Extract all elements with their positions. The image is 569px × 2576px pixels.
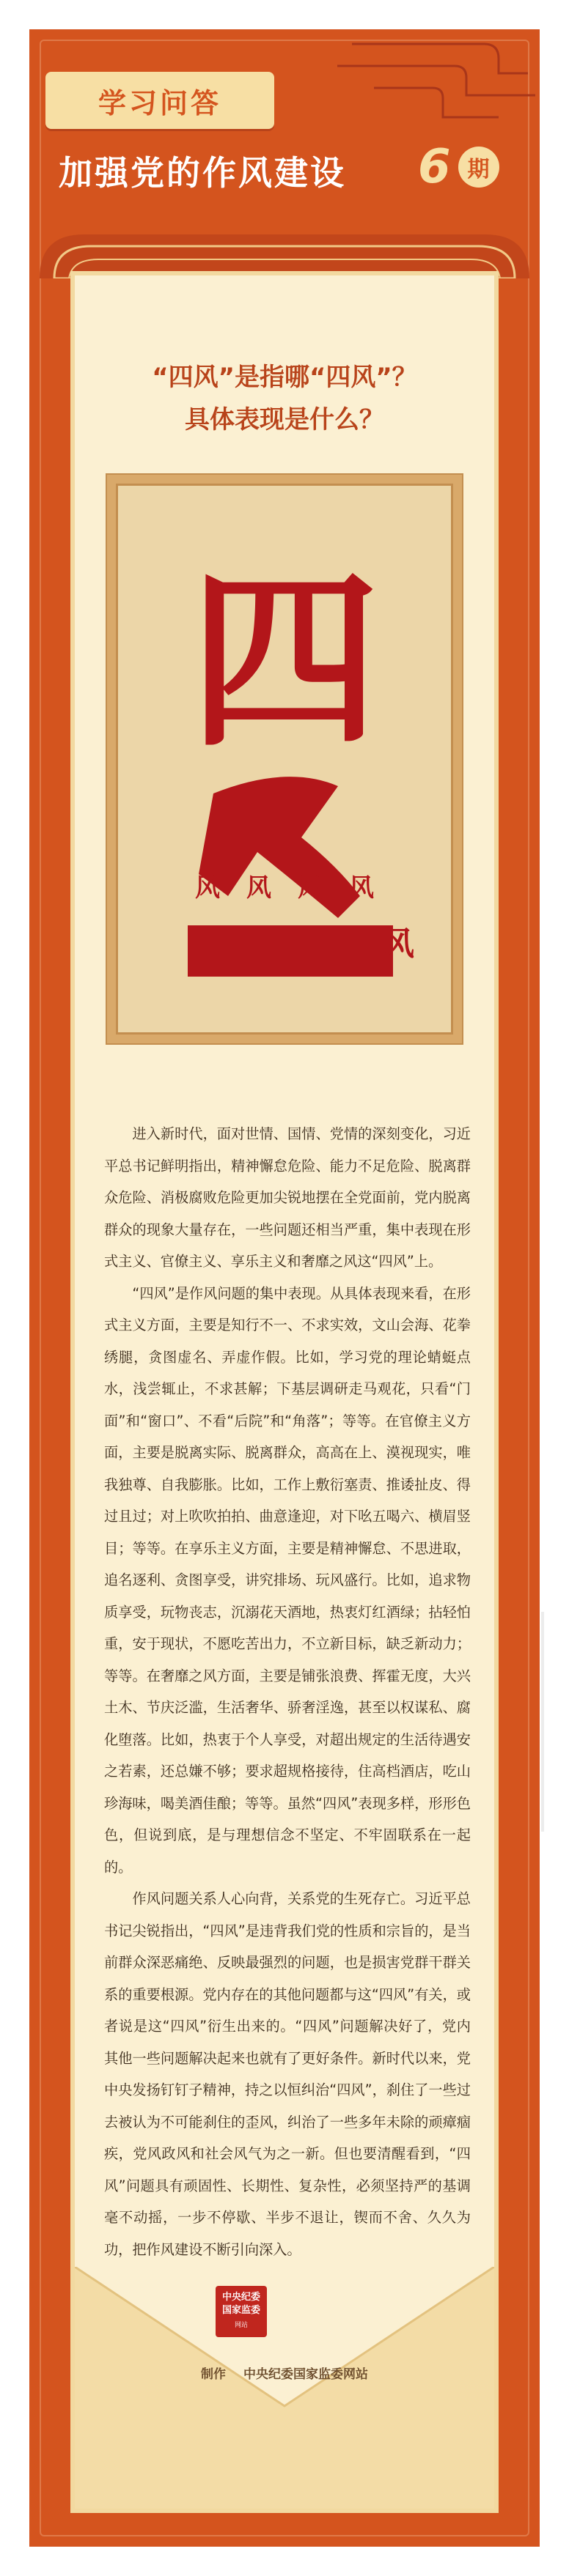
calligraphy-frame (106, 473, 463, 1045)
decorative-lines (323, 29, 540, 132)
page-edge-shadow (541, 1612, 544, 1832)
paragraph-2: “四风”是作风问题的集中表现。从具体表现来看，在形式主义方面，主要是知行不一、不求实效，文山会海、花拳绣腿，贪图虚名、弄虚作假。比如，学习党的理论蜻蜓点水，浅尝辄止，不求甚解；下基层调研走马观花，只看“门面”和“窗口”、不看“后院”和“角落”；等等。在官僚主义方面，主要是脱离实际、脱离群众，高高在上、漠视现实，唯我独尊、自我膨胀。比如，工作上敷衍塞责、推诿扯皮、得过且过；对上吹吹拍拍、曲意逢迎，对下吆五喝六、横眉竖目；等等。在享乐主义方面，主要是精神懈怠、不思进取，追名逐利、贪图享受，讲究排场、玩风盛行。比如，追求物质享受，玩物丧志，沉溺花天酒地，热衷灯红酒绿；拈轻怕重，安于现状，不愿吃苦出力，不立新目标，缺乏新动力；等等。在奢靡之风方面，主要是铺张浪费、挥霍无度，大兴土木、节庆泛滥，生活奢华、骄奢淫逸，甚至以权谋私、腐化堕落。比如，热衷于个人享受，对超出规定的生活待遇安之若素，还总嫌不够；要求超规格接待，住高档酒店，吃山珍海味，喝美酒佳酿；等等。虽然“四风”表现多样，形形色色，但说到底，是与理想信念不坚定、不牢固联系在一起的。 (104, 1284, 471, 1876)
envelope-flap (75, 2267, 494, 2509)
credit-org: 中央纪委国家监委网站 (243, 2367, 368, 2382)
seal-line-1: 中央纪委 (221, 2292, 260, 2303)
issue-indicator (418, 140, 499, 194)
content-scroll (70, 271, 499, 2513)
small-character-4: 风 (349, 873, 374, 903)
big-character: 四 (189, 549, 380, 773)
question-heading (75, 356, 494, 441)
issue-unit: 期 (458, 147, 499, 188)
column-badge (45, 72, 274, 129)
seal-stamp (216, 2286, 267, 2337)
small-character-1: 风 (195, 873, 220, 903)
question-line-1: “四风”是指哪“四风”？ (152, 363, 417, 392)
question-line-2: 具体表现是什么？ (185, 405, 384, 434)
credit-line (29, 2364, 540, 2382)
page-title: 加强党的作风建设 (59, 153, 346, 193)
poster (29, 29, 540, 2547)
issue-number: 6 (418, 140, 451, 194)
lower-character: 风 (382, 925, 414, 963)
badge-text: 学习问答 (98, 86, 221, 119)
calligraphy-panel (116, 484, 453, 1035)
seal-line-3: 网站 (234, 2322, 248, 2329)
paragraph-1: 进入新时代，面对世情、国情、党情的深刻变化，习近平总书记鲜明指出，精神懈怠危险、能力不足危险、脱离群众危险、消极腐败危险更加尖锐地摆在全党面前，党内脱离群众的现象大量存在，一些问题还相当严重，集中表现在形式主义、官僚主义、享乐主义和奢靡之风这“四风”上。 (104, 1125, 471, 1270)
seal-line-2: 国家监委 (221, 2305, 260, 2316)
small-character-2: 风 (246, 873, 271, 903)
credit-label: 制作 (201, 2367, 227, 2382)
calligraphy-art (118, 486, 451, 1032)
brush-base-mark (188, 925, 393, 977)
brush-stroke-mark (199, 777, 360, 918)
paragraph-3: 作风问题关系人心向背，关系党的生死存亡。习近平总书记尖锐指出，“四风”是违背我们党的性质和宗旨的，是当前群众深恶痛绝、反映最强烈的问题，也是损害党群干群关系的重要根源。党内存在的其他问题都与这“四风”有关，或者说是这“四风”衍生出来的。“四风”问题解决好了，党内其他一些问题解决起来也就有了更好条件。新时代以来，党中央发扬钉钉子精神，持之以恒纠治“四风”，刹住了一些过去被认为不可能刹住的歪风，纠治了一些多年未除的顽瘴痼疾，党风政风和社会风气为之一新。但也要清醒看到，“四风”问题具有顽固性、长期性、复杂性，必须坚持严的基调毫不动摇，一步不停歇、半步不退让，锲而不舍、久久为功，把作风建设不断引向深入。 (104, 1890, 471, 2258)
small-character-3: 风 (298, 873, 323, 903)
article-body (104, 1118, 471, 2265)
